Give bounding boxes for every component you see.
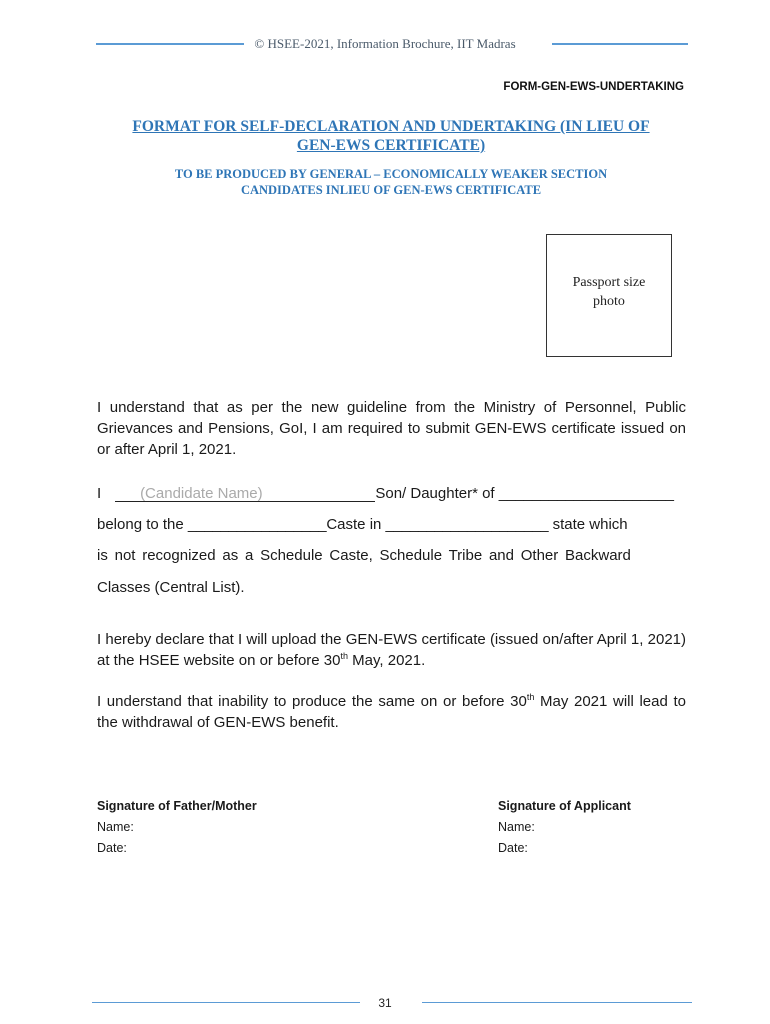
caste-blank[interactable]: _________________: [187, 516, 327, 533]
declaration-line-4: Classes (Central List).: [97, 579, 245, 596]
header-text: © HSEE-2021, Information Brochure, IIT Madras: [0, 36, 770, 52]
candidate-name-placeholder: (Candidate Name): [140, 485, 263, 502]
intro-paragraph: I understand that as per the new guideline from the Ministry of Personnel, Public Grievances and Pensions, GoI, I am required to submit GEN-EWS certificate issued on or after April 1, 2021.: [97, 399, 686, 458]
signature-applicant-name-label: Name:: [498, 820, 535, 834]
title-line-1: FORMAT FOR SELF-DECLARATION AND UNDERTAKING (IN LIEU OF: [132, 118, 650, 135]
declaration-line-2: belong to the _________________Caste in ____________________ state which: [97, 516, 628, 533]
signature-parent-title: Signature of Father/Mother: [97, 799, 257, 813]
candidate-name-field[interactable]: [115, 484, 375, 502]
declaration-line-1: I (Candidate Name) Son/ Daughter* of _____________________: [97, 485, 674, 502]
document-title: [96, 117, 686, 155]
subtitle-line-1: TO BE PRODUCED BY GENERAL – ECONOMICALLY WEAKER SECTION: [174, 167, 608, 181]
state-blank[interactable]: ____________________: [385, 516, 549, 533]
passport-photo-box: [546, 234, 672, 357]
declaration-line-3: is not recognized as a Schedule Caste, Schedule Tribe and Other Backward: [97, 547, 631, 564]
signature-parent-date-label: Date:: [97, 841, 127, 855]
document-subtitle: [96, 166, 686, 198]
upload-paragraph: I hereby declare that I will upload the GEN-EWS certificate (issued on/after April 1, 2021) at the HSEE website on or before 30th May, 2021.: [97, 631, 686, 669]
form-code: FORM-GEN-EWS-UNDERTAKING: [503, 81, 684, 93]
signature-applicant-block: [498, 796, 631, 859]
page-number: 31: [378, 996, 392, 1010]
subtitle-line-2: CANDIDATES INLIEU OF GEN-EWS CERTIFICATE: [240, 183, 542, 197]
signature-applicant-title: Signature of Applicant: [498, 799, 631, 813]
withdrawal-paragraph: I understand that inability to produce the same on or before 30th May 2021 will lead to the withdrawal of GEN-EWS benefit.: [97, 692, 686, 731]
title-line-2: GEN-EWS CERTIFICATE): [296, 137, 486, 154]
photo-label: Passport size photo: [572, 275, 646, 309]
parent-name-blank[interactable]: _____________________: [498, 485, 674, 502]
signature-parent-block: [97, 796, 257, 859]
signature-applicant-date-label: Date:: [498, 841, 528, 855]
signature-parent-name-label: Name:: [97, 820, 134, 834]
